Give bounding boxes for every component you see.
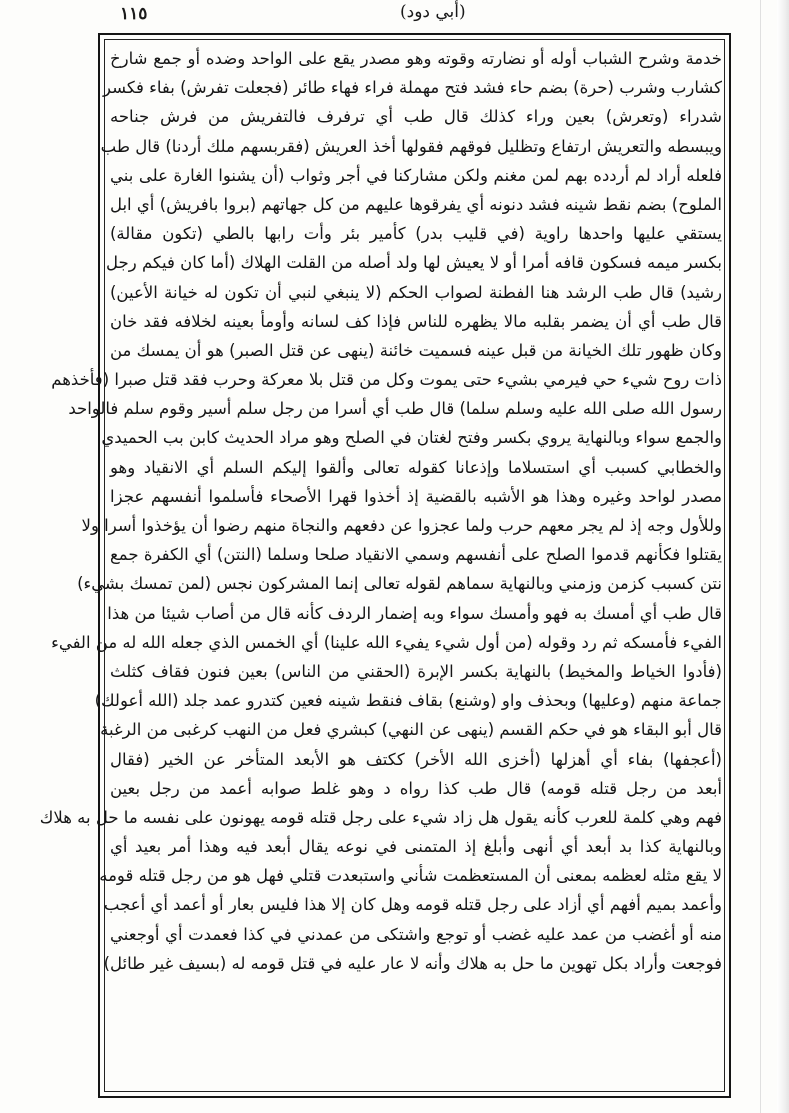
text-line: منه أو أغضب من عمد عليه غضب أو توجع واشتكى من عمدني في كذا فعمدت أي أوجعني xyxy=(110,924,722,944)
text-line: والجمع سواء وبالنهاية يروي بكسر وفتح لغتان في الصلح وهو مراد الحديث كابن بب الحميدي xyxy=(101,428,722,448)
text-line: لا يقع مثله لعظمه بمعنى أن المستعظمت شأني واستبعدت قتلي فهل هو من رجل قتله قومه xyxy=(99,866,722,886)
text-line: خدمة وشرح الشباب أوله أو نضارته وقوته وهو مصدر يقع على الواحد وضده أو جمع شارخ xyxy=(110,49,722,68)
text-line: يستقي عليها واحدها راوية (في قليب بدر) كأمير بئر وأت رابها بالطي (تكون مقالة) xyxy=(110,224,722,244)
text-line: فوجعت وأراد بكل تهوين ما حل به هلاك وأنه لا عار عليه في قتل قومه له (بسيف غير طائل) xyxy=(103,953,722,973)
text-line: (فأدوا الخياط والمخيط) بالنهاية بكسر الإبرة (الحقني من الناس) بعين فنون فقاف كثلث xyxy=(110,661,722,681)
page-number: ١١٥ xyxy=(120,4,148,24)
text-line: وبالنهاية كذا بد أبعد أي أنهى وأبلغ إذ المتمنى في نوعه يقال أبعد فيه وهذا أمر بعيد أي xyxy=(110,837,722,857)
page-edge-shadow xyxy=(777,0,789,1113)
text-line: جماعة منهم (وعليها) وبحذف واو (وشنع) بقاف فنقط شينه فعين كتدرو عمد جلد (الله أعولك) xyxy=(94,691,722,711)
text-line: وأعمد بميم أفهم أي أزاد على رجل قتله قومه وهل كان إلا هذا فليس بعار أو أعمد أي أعجب xyxy=(103,895,722,915)
text-line: قال أبو البقاء هو في حكم القسم (ينهى عن النهي) كبشري فعل من النهب كرغبى من الرغبة xyxy=(100,720,722,740)
text-line: الملوح) بضم نقط شينه فشد دنونه أي يفرقوها عليهم من كل جهاتهم (بروا بافريش) أي ابل xyxy=(109,194,722,214)
text-line: مصدر لواحد وغيره وهذا هو الأشبه بالقضية إذ أخذوا قهرا الأصحاء فأسلموا أنفسهم عجزا xyxy=(110,486,722,506)
running-title: (أبي دود) xyxy=(400,2,466,22)
text-line: يقتلوا فكأنهم قدموا الصلح على أنفسهم وسمي الانقياد صلحا وسلما (النتن) أي الكفرة جمع xyxy=(110,545,722,565)
body-text xyxy=(39,44,722,1084)
text-line: (أعجفها) بفاء أي أهزلها (أخزى الله الأخر) ككتف هو الأبعد المتأخر عن الخير (فقال xyxy=(110,749,722,769)
text-line: كشارب وشرب (حرة) بضم حاء فشد فتح مهملة فراء فهاء طائر (فجعلت تفرش) بفاء فكسر xyxy=(103,78,722,98)
margin-line xyxy=(760,0,761,1113)
text-line: نتن كسبب كزمن وزمني وبالنهاية سماهم لقوله تعالى إنما المشركون نجس (لمن تمسك بشيء) xyxy=(77,574,722,594)
text-line: وللأول وجه إذ لم يجر معهم حرب ولما عجزوا عن دفعهم والنجاة منهم رضوا أن يؤخذوا أسرا ولا xyxy=(81,516,722,535)
text-line: ذات روح شيء حي فيرمي بشيء حتى يموت وكل من قتل بلا معركة وحرب فقد قتل صبرا (فأخذهم xyxy=(51,370,722,390)
text-line: والخطابي كسبب أي استسلاما وإذعانا كقوله تعالى وألقوا إليكم السلم أي الانقياد وهو xyxy=(110,457,722,477)
page-header xyxy=(100,2,749,30)
text-line: قال طب أي أمسك به فهو وأمسك سواء وبه إضمار الردف كأنه قال من أصاب شيئا من هذا xyxy=(107,603,722,623)
text-line: رشيد) قال طب الرشد هنا الفطنة لصواب الحكم (لا ينبغي لنبي أن تكون له خيانة الأعين) xyxy=(110,282,722,302)
text-line: بكسر ميمه فسكون قافه أمرا أو لا يعيش لها ولد أصله من القلت الهلاك (أما كان فيكم رجل xyxy=(106,253,722,273)
text-line: فهم وهي كلمة للعرب كأنه يقول هل زاد شيء على رجل قتله قومه يهونون على نفسه ما حل به هلاك xyxy=(39,807,722,827)
text-line: رسول الله صلى الله عليه وسلم سلما) قال طب أي أسرا من رجل سلم أسير وقوم سلم فالواحد xyxy=(68,399,722,419)
text-line: أبعد من رجل قتله قومه) قال طب كذا رواه د وهو غلط صوابه أعمد من رجل بعين xyxy=(110,778,722,798)
text-line: فلعله أراد لم أردده بهم لمن مغنم ولكن مشاركنا في أجر وثواب (أن يشنوا الغارة على بني xyxy=(110,165,722,185)
text-line: وكان ظهور تلك الخيانة من قبل عينه فسميت خائنة (ينهى عن قتل الصبر) هو أن يمسك من xyxy=(110,340,722,360)
text-line: قال طب أي أن يضمر بقلبه مالا يظهره للناس فإذا كف لسانه وأومأ بعينه لخلافه فقد خان xyxy=(110,311,722,331)
text-line: ويبسطه والتعريش ارتفاع وتظليل فوقهم فقولها أخذ العريش (فقربسهم ملك أردنا) قال طب xyxy=(100,136,722,156)
text-line: شدراء (وتعرش) بعين وراء كذلك قال طب أي ترفرف فالتفريش من فرش جناحه xyxy=(110,107,722,127)
text-line: الفيء فأمسكه ثم رد وقوله (من أول شيء يفيء الله علينا) أي الخمس الذي جعله الله له من الفيء xyxy=(51,632,722,652)
